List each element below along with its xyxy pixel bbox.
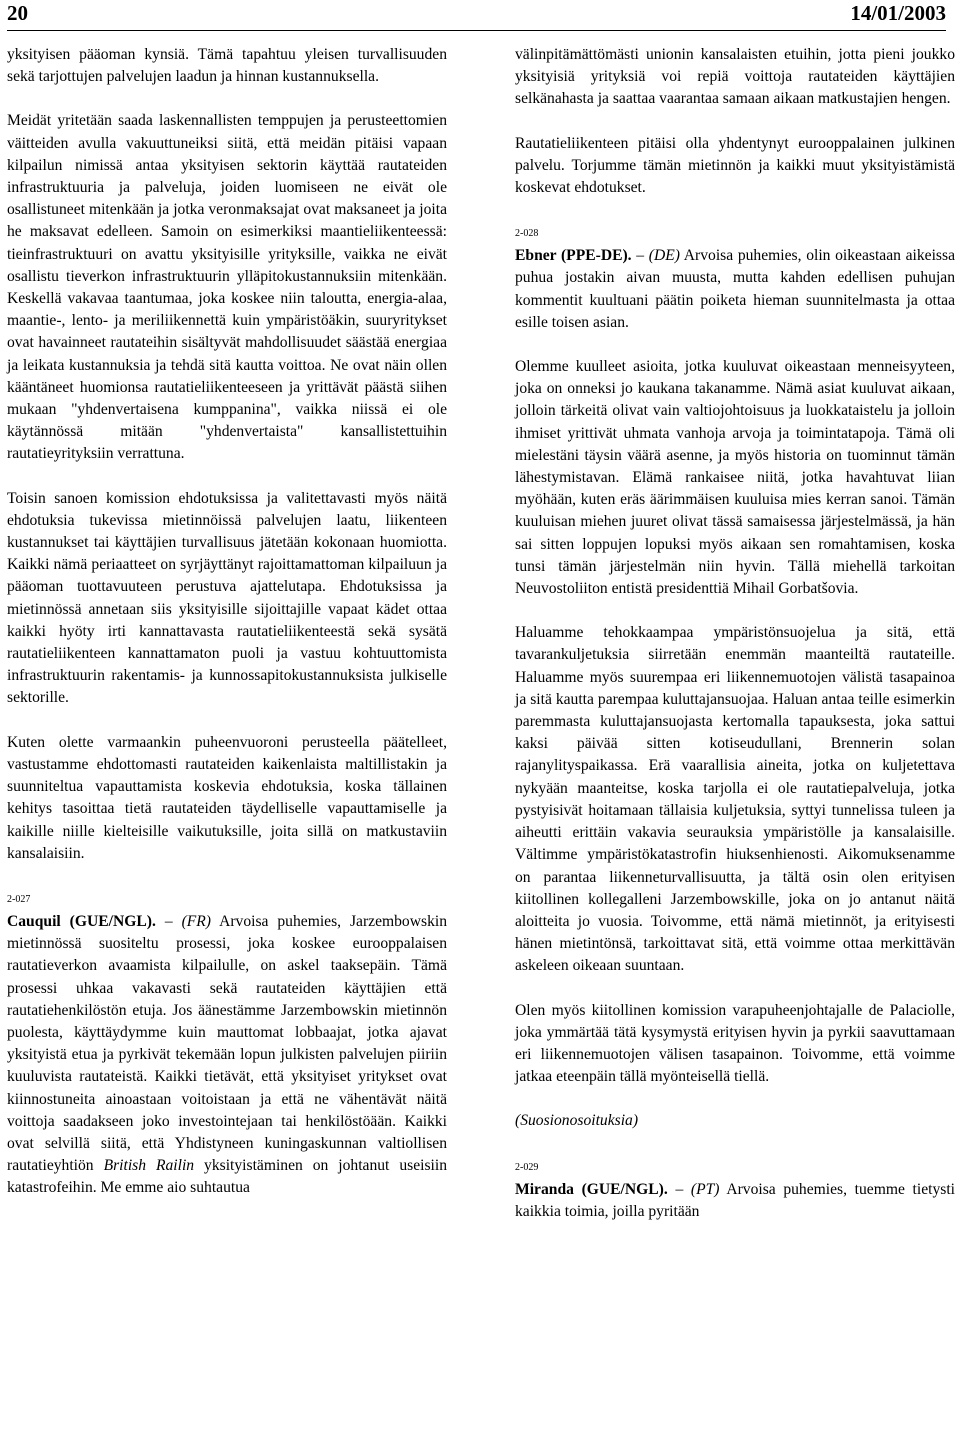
speech-text: yksityistäminen on johtanut useisiin katastrofeihin. Me emme aio suhtautua (7, 1157, 447, 1197)
speech-text: Arvoisa puhemies, tuemme tietysti kaikkia toimia, joilla pyritään (515, 1180, 956, 1220)
page-number: 20 (7, 1, 28, 25)
speaker-name: Ebner (PPE-DE). (515, 247, 632, 265)
speech-reference: 2-029 (515, 1161, 539, 1173)
paragraph: yksityisen pääoman kynsiä. Tämä tapahtuu yleisen turvallisuuden sekä tarjottujen palvelujen laadun ja hinnan kustannuksella. (7, 46, 447, 86)
left-column (7, 44, 447, 1222)
speech-paragraph: Ebner (PPE-DE). – (DE) Arvoisa puhemies, olin oikeastaan aikeissa puhua jostakin aivan muusta, mutta kahden edellisen puhujan kommentit kuultuani päätin poiketa hieman suunnitelmasta ja ottaa esille toisen asian. (515, 247, 955, 331)
italic-text: British Railin (103, 1157, 195, 1175)
speech-paragraph: Miranda (GUE/NGL). – (PT) Arvoisa puhemies, tuemme tietysti kaikkia toimia, joilla pyritään (515, 1180, 956, 1220)
header-date: 14/01/2003 (850, 1, 946, 25)
page-header (7, 0, 946, 31)
paragraph: Meidät yritetään saada laskennallisten temppujen ja perusteettomien väitteiden avulla vakuuttuneiksi siitä, että meidän pitäisi vapaan kilpailun nimissä antaa yksityisen sektorin käyttää rautateiden infrastruktuuria ja palveluja, joiden luomiseen ne eivät ole osallistuneet mitenkään ja jotka veronmaksajat ovat maksaneet ja joita he maksavat edelleen. Samoin on esimerkiksi maantieliikenteessä: tieinfrastruktuuri on avattu yksityisille yrityksille, vaikka ne eivät osallistu tieverkon infrastruktuurin ylläpitokustannuksiin mitenkään. Keskellä vakavaa taantumaa, joka koskee niin taloutta, energia-alaa, maantie-, lento- ja meriliikennettä kuin ympäristöäkin, suuryritykset ovat havainneet rautateihin sisältyvät mahdollisuudet säästää energiaa ja leikata kustannuksia ja tehdä sitä kautta voittoa. Ne ovat näin ollen kääntäneet huomionsa rautatieliikenteeseen ja yrittävät päästä siihen mukaan "yhdenvertaisena kumppanina", vaikka niissä ei ole käytännössä mitään "yhdenvertaista" kansallistettuihin rautatieyrityksiin verrattuna. (7, 112, 447, 463)
right-column (515, 44, 955, 1245)
language-tag: (PT) (690, 1180, 720, 1198)
language-tag: (DE) (648, 247, 680, 265)
speech-paragraph: Cauquil (GUE/NGL). – (FR) Arvoisa puhemies, Jarzembowskin mietinnössä suositeltu prosessi, joka koskee eurooppalaisen rautatieverkon avaamista kilpailulle, on askel taaksepäin. Tämä prosessi uhkaa vakavasti sekä rautateiden käyttäjien että rautatiehenkilöstön etuja. Jos äänestämme Jarzembowskin mietinnön puolesta, käyttäydymme kuin mauttomat lobbaajat, jotka ajavat yksityistä etua ja pyrkivät tekemään lopun julkisten palvelujen piiriin kuuluvista rautateistä. Kaikki tietävät, että yksityiset yritykset ovat kiinnostuneita ainoastaan voitoistaan ja että ne vähentävät näitä voittoja saadakseen joko investointejaan tai henkilöstöään. Kaikki ovat selvillä siitä, että Yhdistyneen kuningaskunnan valtiollisen rautatieyhtiön British Railin yksityistäminen on johtanut useisiin katastrofeihin. Me emme aio suhtautua (7, 912, 447, 1197)
speaker-name: Cauquil (GUE/NGL). (7, 912, 156, 930)
paragraph: Olen myös kiitollinen komission varapuheenjohtajalle de Palaciolle, joka ymmärtää tätä kysymystä erityisen hyvin ja pyrkii saavuttamaan eri liikennemuotojen välisen tasapainon. Toivomme, että voimme jatkaa eteenpäin tällä myönteisellä tiellä. (515, 1001, 955, 1086)
speech-reference: 2-027 (7, 893, 31, 905)
speaker-name: Miranda (GUE/NGL). (515, 1180, 668, 1198)
speech-text: Arvoisa puhemies, Jarzembowskin mietinnössä suositeltu prosessi, joka koskee eurooppalaisen rautatieverkon avaamista kilpailulle, on askel taaksepäin. Tämä prosessi uhkaa vakavasti sekä rautateiden käyttäjien että rautatiehenkilöstön etuja. Jos äänestämme Jarzembowskin mietinnön puolesta, käyttäydymme kuin mauttomat lobbaajat, jotka ajavat yksityistä etua ja pyrkivät tekemään lopun julkisten palvelujen piiriin kuuluvista rautateistä. Kaikki tietävät, että yksityiset yritykset ovat kiinnostuneita ainoastaan voitoistaan ja että ne vähentävät näitä voittoja saadakseen joko investointejaan tai henkilöstöään. Kaikki ovat selvillä siitä, että Yhdistyneen kuningaskunnan valtiollisen rautatieyhtiön (7, 912, 447, 1175)
paragraph: Rautatieliikenteen pitäisi olla yhdentynyt eurooppalainen julkinen palvelu. Torjumme tämän mietinnön ja kaikki muut yksityistämistä koskevat ehdotukset. (515, 134, 955, 197)
language-tag: (FR) (181, 912, 211, 930)
paragraph: Haluamme tehokkaampaa ympäristönsuojelua ja sitä, että tavarankuljetuksia siirretään enemmän maanteiltä rautateille. Haluamme myös suurempaa eri liikennemuotojen välistä tasapainoa ja sitä kautta parempaa kuluttajansuojaa. Haluan antaa teille esimerkin paremmasta kuluttajansuojasta kertomalla tapauksesta, joka sattui kaksi päivää sitten kotiseudullani, Brennerin solan rajanylityspaikassa. Erä vaarallisia aineita, jotka on kuljetettava nykyään maanteitse, koska tarjolla ei ole rautatiepalveluja, jotka pystyisivät hoitamaan tällaisia kuljetuksia, syttyi tunnelissa tuleen ja aiheutti erittäin vakavia seurauksia ympäristölle ja kansalaisille. Vältimme ympäristökatastrofin hiuksenhienosti. Aikomuksenamme on parantaa liikenneturvallisuutta, ja tältä osin olen erityisen kiitollinen kollegalleni Jarzembowskille, joka on jo antanut näitä aloitteita jo vuosia. Toivomme, että nämä mietinnöt, ja erityisesti hänen mietintönsä, tarkoittavat sitä, että voimme ottaa merkittävän askeleen oikeaan suuntaan. (515, 624, 955, 975)
paragraph: Kuten olette varmaankin puheenvuoroni perusteella päätelleet, vastustamme ehdottomasti rautateiden kaikenlaista maltillistakin ja suunniteltua vapauttamista koskevia ehdotuksia, koska tällainen kehitys tasoittaa tietä rautateiden täydelliselle vapauttamiselle ja kaikille niille kielteisille vaikutuksille, joita sillä on matkustaviin kansalaisiin. (7, 733, 447, 862)
paragraph: välinpitämättömästi unionin kansalaisten etuihin, jotta pieni joukko yksityisiä yrityksiä voi repiä voittoja rautateiden käyttäjien selkänahasta ja saattaa vaarantaa samaan aikaan matkustajien hengen. (515, 46, 955, 108)
paragraph: Toisin sanoen komission ehdotuksissa ja valitettavasti myös näitä ehdotuksia tukevissa mietinnöissä palvelujen laatu, liikenteen kustannukset tai käyttäjien turvallisuus jätetään kokonaan huomiotta. Kaikki nämä periaatteet on syrjäyttänyt rajoittamattoman kilpailuun ja pääoman tuottavuuteen perustuva ajattelutapa. Ehdotuksissa ja mietinnössä annetaan siis yksityisille sijoittajille vapaat kädet ottaa kaikki hyöty irti kannattavasta rautatieliikenteestä sekä sysätä rautatieliikenteen kannattamaton puoli ja vastuu kohtuuttomista infrastruktuurin rakentamis- ja kunnossapitokustannuksista julkiselle sektorille. (7, 489, 447, 707)
speech-reference: 2-028 (515, 228, 539, 240)
applause-note: (Suosionosoituksia) (515, 1112, 639, 1130)
speech-text: Arvoisa puhemies, olin oikeastaan aikeissa puhua jostakin aivan muusta, mutta kahden edellisen puhujan kommentit kuultuani päätin poiketa hieman suunnitelmasta ja ottaa esille toisen asian. (515, 247, 955, 331)
paragraph: Olemme kuulleet asioita, jotka kuuluvat oikeastaan menneisyyteen, joka on onneksi jo kaukana takanamme. Nämä asiat kuuluvat aikaan, jolloin tärkeitä olivat vain valtiojohtoisuus ja luokkataistelu ja jolloin ihmiset yrittivät uhmata vanhoja arvoja ja toimintatapoja. Tämä oli mielestäni täysin väärä asenne, ja myös historia on tuominnut tämän lähestymistavan. Elämä rankaisee niitä, jotka havahtuvat liian myöhään, kuten eräs äärimmäisen kuuluisa mies kerran sanoi. Tämän kuuluisan miehen juuret olivat tässä samaisessa järjestelmässä, ja hän sai sitten loppujen lopuksi myös aikaan sen romahtamisen, koska tunsi tämän järjestelmän niin hyvin. Tällä miehellä tarkoitan Neuvostoliiton entistä presidenttiä Mihail Gorbatšovia. (515, 358, 955, 598)
